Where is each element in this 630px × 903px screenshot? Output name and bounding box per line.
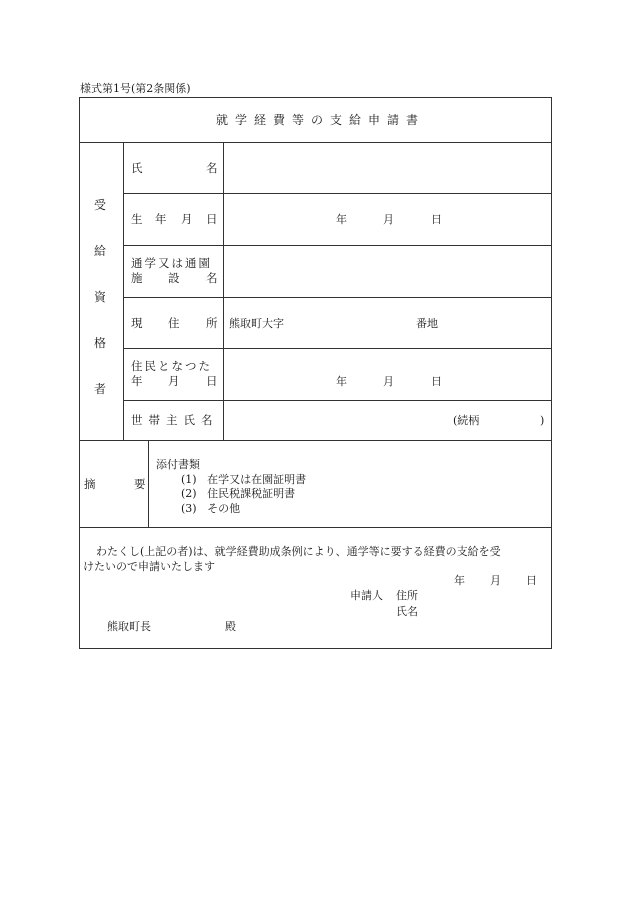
column-divider — [148, 440, 149, 527]
birth-day-unit: 日 — [431, 213, 442, 226]
addressee: 熊取町長 — [107, 620, 151, 633]
address-prefix: 熊取町大字 — [229, 317, 284, 330]
birth-month-unit: 月 — [383, 213, 394, 226]
summary-label: 摘 — [84, 477, 96, 491]
address-label: 現 — [131, 316, 143, 330]
attachment-item: (1) 在学又は在園証明書 — [181, 473, 307, 486]
declaration-text: わたくし(上記の者)は、就学経費助成条例により、通学等に要する経費の支給を受 — [96, 545, 501, 558]
residence-day-unit: 日 — [431, 375, 442, 388]
attachments-heading: 添付書類 — [156, 458, 200, 471]
row-divider — [123, 193, 552, 194]
birth-date-label: 生 — [131, 212, 143, 226]
row-divider — [123, 400, 552, 401]
residence-month-unit: 月 — [383, 375, 394, 388]
application-year-unit: 年 — [454, 574, 465, 587]
applicant-label: 申請人 — [350, 589, 383, 602]
column-divider — [123, 142, 124, 440]
honorific: 殿 — [225, 620, 236, 633]
section-divider — [79, 527, 552, 528]
name-label: 氏 — [131, 161, 143, 175]
school-label: 通学又は通園 — [131, 256, 212, 270]
application-month-unit: 月 — [490, 574, 501, 587]
householder-label: 世帯主氏名 — [131, 413, 219, 427]
recipient-section-label: 受 給 資 格 者 — [93, 198, 106, 396]
birth-year-unit: 年 — [336, 213, 347, 226]
title-divider — [79, 142, 552, 143]
applicant-address-label: 住所 — [396, 589, 418, 602]
school-field[interactable] — [225, 248, 550, 294]
application-day-unit: 日 — [526, 574, 537, 587]
form-label: 様式第1号(第2条関係) — [80, 82, 191, 95]
column-divider — [223, 142, 224, 440]
row-divider — [123, 297, 552, 298]
row-divider — [123, 348, 552, 349]
address-suffix: 番地 — [416, 317, 438, 330]
applicant-name-label: 氏名 — [396, 605, 418, 618]
row-divider — [123, 245, 552, 246]
declaration-text-continued: けたいので申請いたします — [83, 560, 215, 573]
section-divider — [79, 440, 552, 441]
form-title: 就学経費等の支給申請書 — [216, 113, 426, 127]
name-field[interactable] — [225, 145, 550, 191]
attachment-item: (2) 住民税課税証明書 — [181, 487, 296, 500]
attachment-item: (3) その他 — [181, 502, 241, 515]
residence-year-unit: 年 — [336, 375, 347, 388]
relation-label: (続柄 — [453, 414, 480, 427]
residence-date-label: 住民となつた — [131, 359, 212, 373]
